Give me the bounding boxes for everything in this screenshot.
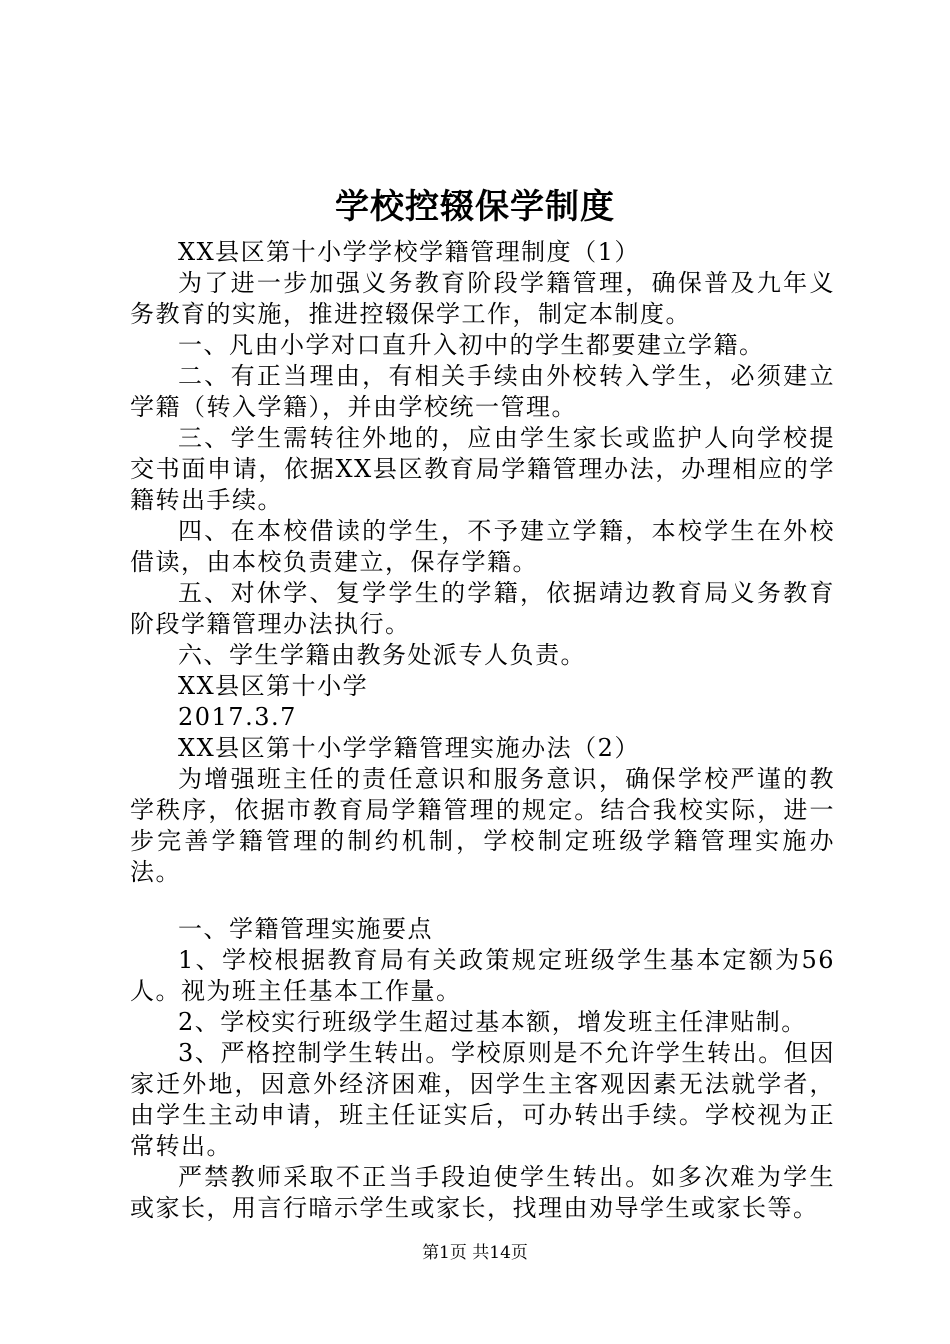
- page-number: 第1页 共14页: [422, 1243, 528, 1263]
- paragraph: 一、凡由小学对口直升入初中的学生都要建立学籍。: [178, 331, 765, 359]
- paragraph-heading-2: XX县区第十小学学籍管理实施办法（2）: [178, 734, 640, 762]
- paragraph: 2、学校实行班级学生超过基本额，增发班主任津贴制。: [178, 1008, 807, 1036]
- paragraph: 六、学生学籍由教务处派专人负责。: [178, 641, 586, 669]
- paragraph: 严禁教师采取不正当手段迫使学生转出。如多次难为学生或家长，用言行暗示学生或家长，找理由劝导学生或家长等。: [130, 1163, 835, 1222]
- paragraph: 3、严格控制学生转出。学校原则是不允许学生转出。但因家迁外地，因意外经济困难，因学生主客观因素无法就学者，由学生主动申请，班主任证实后，可办转出手续。学校视为正常转出。: [130, 1039, 835, 1160]
- blank-line: [130, 888, 835, 914]
- signature-school: XX县区第十小学: [178, 672, 369, 700]
- document-title: 学校控辍保学制度: [335, 187, 615, 227]
- paragraph: 为了进一步加强义务教育阶段学籍管理，确保普及九年义务教育的实施，推进控辍保学工作，制定本制度。: [130, 269, 835, 328]
- paragraph: 三、学生需转往外地的，应由学生家长或监护人向学校提交书面申请，依据XX县区教育局学籍管理办法，办理相应的学籍转出手续。: [130, 424, 835, 514]
- paragraph: 1、学校根据教育局有关政策规定班级学生基本定额为56人。视为班主任基本工作量。: [130, 946, 835, 1005]
- paragraph: 一、学籍管理实施要点: [178, 915, 433, 943]
- paragraph: 四、在本校借读的学生，不予建立学籍，本校学生在外校借读，由本校负责建立，保存学籍。: [130, 517, 835, 576]
- document-body: [130, 237, 835, 1224]
- signature-date: 2017.3.7: [178, 703, 297, 731]
- paragraph: 二、有正当理由，有相关手续由外校转入学生，必须建立学籍（转入学籍），并由学校统一管理。: [130, 362, 835, 421]
- paragraph-heading-1: XX县区第十小学学校学籍管理制度（1）: [178, 238, 640, 266]
- paragraph: 五、对休学、复学学生的学籍，依据靖边教育局义务教育阶段学籍管理办法执行。: [130, 579, 835, 638]
- paragraph: 为增强班主任的责任意识和服务意识，确保学校严谨的教学秩序，依据市教育局学籍管理的规定。结合我校实际，进一步完善学籍管理的制约机制，学校制定班级学籍管理实施办法。: [130, 765, 835, 886]
